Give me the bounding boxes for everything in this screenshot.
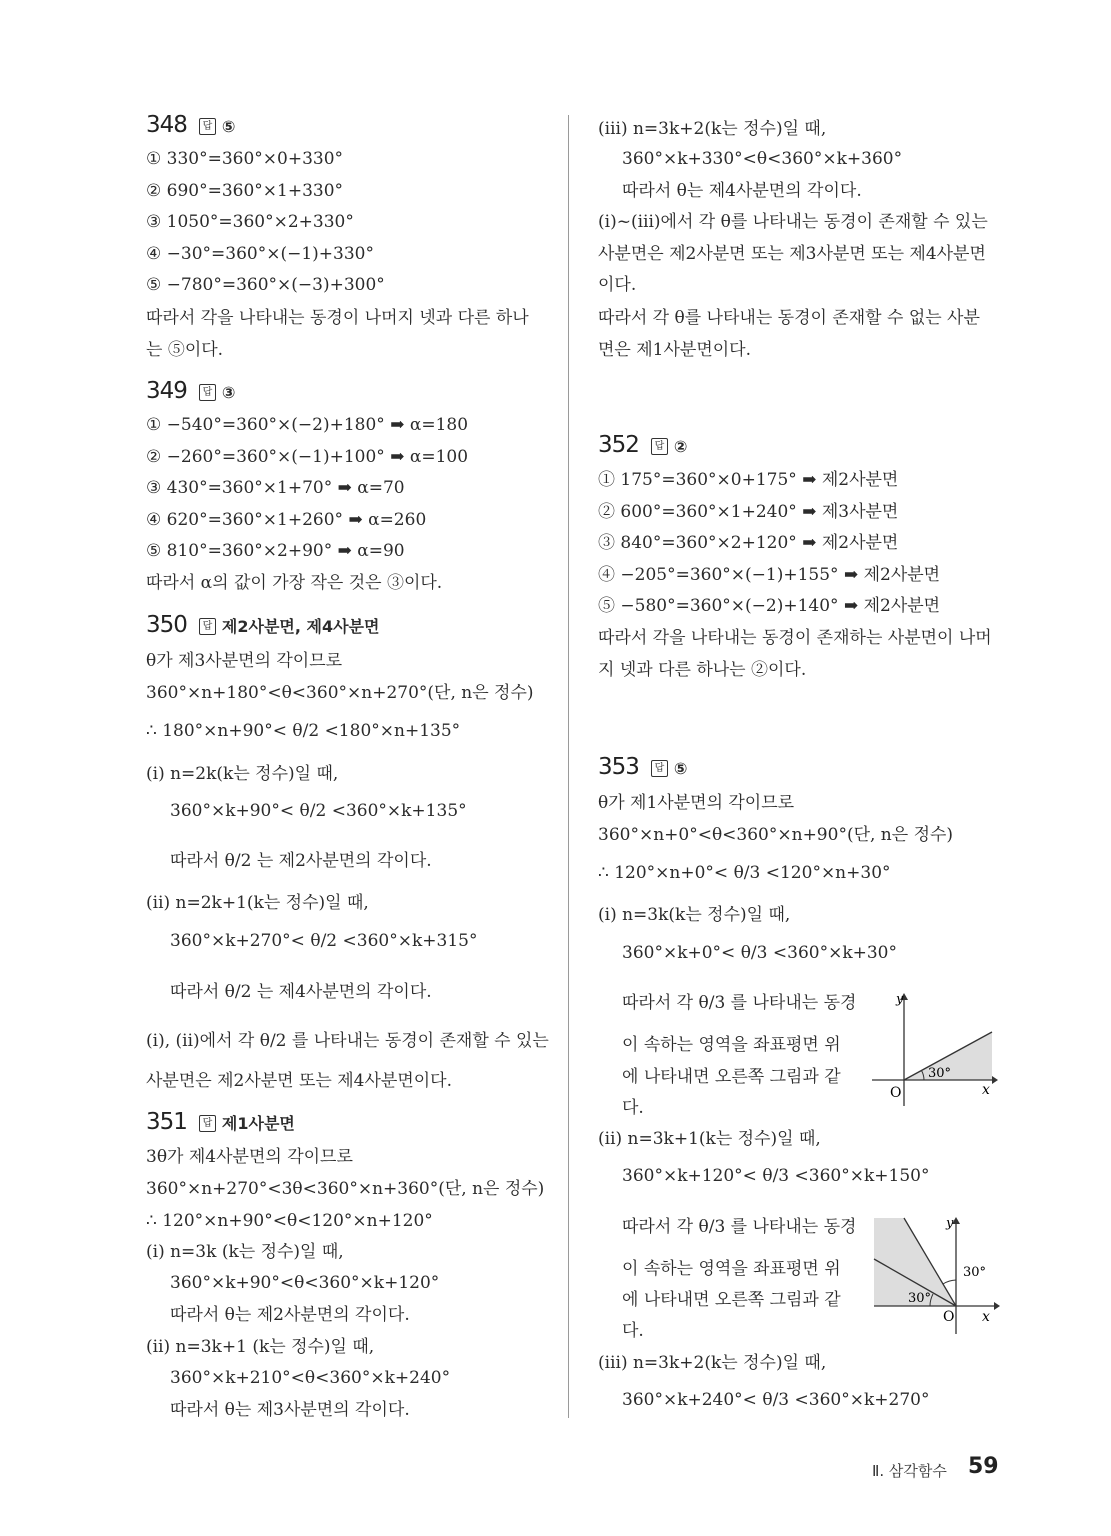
- footer-chapter: Ⅱ. 삼각함수: [872, 1462, 947, 1480]
- graph-region-2: [870, 1214, 1000, 1336]
- y-axis-label: y: [896, 992, 904, 1007]
- origin-label: O: [890, 1085, 902, 1101]
- text-line: ① −540°=360°×(−2)+180° ➡ α=180: [146, 415, 469, 435]
- text-line: (ⅰ) n=3k (k는 정수)일 때,: [146, 1242, 344, 1262]
- text-line: 360°×k+0°< θ/3 <360°×k+30°: [622, 943, 897, 963]
- graph-region-1: [868, 990, 998, 1110]
- answer-text: 제2사분면, 제4사분면: [221, 617, 380, 636]
- problem-number: 349: [146, 378, 187, 404]
- text-line: (ⅰ), (ⅱ)에서 각 θ/2 를 나타내는 동경이 존재할 수 있는: [146, 1031, 549, 1051]
- text-line: 따라서 각 θ를 나타내는 동경이 존재할 수 없는 사분: [598, 308, 980, 328]
- answer-text: ⑤: [673, 759, 688, 778]
- text-line: 360°×n+180°<θ<360°×n+270°(단, n은 정수): [146, 683, 534, 703]
- x-axis-arrow: [992, 1076, 998, 1084]
- problem-header: [598, 434, 687, 458]
- answer-text: ⑤: [221, 117, 236, 136]
- text-line: 에 나타내면 오른쪽 그림과 같: [622, 1067, 841, 1087]
- text-line: (ⅱ) n=2k+1(k는 정수)일 때,: [146, 893, 369, 913]
- text-line: ③ 430°=360°×1+70° ➡ α=70: [146, 478, 405, 498]
- text-line: 에 나타내면 오른쪽 그림과 같: [622, 1290, 841, 1310]
- answer-badge-icon: 답: [199, 1115, 216, 1132]
- footer-page-number: 59: [968, 1454, 999, 1479]
- text-line: 다.: [622, 1321, 644, 1341]
- text-line: 따라서 θ는 제4사분면의 각이다.: [622, 181, 862, 201]
- text-line: ③ 840°=360°×2+120° ➡ 제2사분면: [598, 533, 899, 553]
- text-line: θ가 제1사분면의 각이므로: [598, 793, 795, 813]
- angle-arc-top: [943, 1280, 956, 1284]
- answer-badge-icon: 답: [199, 618, 216, 635]
- x-axis-label: x: [982, 1082, 990, 1098]
- text-line: θ가 제3사분면의 각이므로: [146, 651, 343, 671]
- text-line: 는 ⑤이다.: [146, 340, 224, 360]
- text-line: ① 175°=360°×0+175° ➡ 제2사분면: [598, 470, 899, 490]
- text-line: ③ 1050°=360°×2+330°: [146, 212, 354, 232]
- problem-number: 351: [146, 1109, 187, 1135]
- text-line: 360°×k+240°< θ/3 <360°×k+270°: [622, 1390, 930, 1410]
- text-line: ② −260°=360°×(−1)+100° ➡ α=100: [146, 447, 469, 467]
- origin-label: O: [943, 1309, 955, 1325]
- problem-number: 353: [598, 754, 639, 780]
- problem-header: [146, 614, 379, 638]
- angle-label-left: 30°: [908, 1291, 932, 1306]
- answer-badge-icon: 답: [651, 438, 668, 455]
- text-line: 지 넷과 다른 하나는 ②이다.: [598, 660, 807, 680]
- text-line: ① 330°=360°×0+330°: [146, 149, 344, 169]
- text-line: 따라서 θ/2 는 제4사분면의 각이다.: [170, 982, 432, 1002]
- problem-header: [598, 756, 687, 780]
- problem-header: [146, 114, 235, 138]
- text-line: ∴ 180°×n+90°< θ/2 <180°×n+135°: [146, 721, 461, 741]
- text-line: 따라서 각 θ/3 를 나타내는 동경: [622, 993, 857, 1013]
- x-axis-arrow: [994, 1302, 1000, 1310]
- text-line: 면은 제1사분면이다.: [598, 340, 751, 360]
- text-line: 따라서 각을 나타내는 동경이 존재하는 사분면이 나머: [598, 628, 992, 648]
- text-line: (ⅰ) n=3k(k는 정수)일 때,: [598, 905, 791, 925]
- text-line: (ⅰ)~(ⅲ)에서 각 θ를 나타내는 동경이 존재할 수 있는: [598, 212, 988, 232]
- text-line: ⑤ −580°=360°×(−2)+140° ➡ 제2사분면: [598, 596, 941, 616]
- text-line: 따라서 θ는 제3사분면의 각이다.: [170, 1400, 410, 1420]
- text-line: 이 속하는 영역을 좌표평면 위: [622, 1035, 841, 1055]
- text-line: (ⅰ) n=2k(k는 정수)일 때,: [146, 764, 339, 784]
- text-line: 사분면은 제2사분면 또는 제3사분면 또는 제4사분면: [598, 244, 986, 264]
- angle-label-top: 30°: [963, 1265, 987, 1280]
- text-line: 360°×n+0°<θ<360°×n+90°(단, n은 정수): [598, 825, 954, 845]
- text-line: 이다.: [598, 275, 637, 295]
- answer-badge-icon: 답: [199, 118, 216, 135]
- text-line: 따라서 각을 나타내는 동경이 나머지 넷과 다른 하나: [146, 308, 529, 328]
- answer-badge-icon: 답: [651, 760, 668, 777]
- text-line: ∴ 120°×n+0°< θ/3 <120°×n+30°: [598, 863, 891, 883]
- text-line: ⑤ −780°=360°×(−3)+300°: [146, 275, 385, 295]
- text-line: 따라서 α의 값이 가장 작은 것은 ③이다.: [146, 573, 443, 593]
- text-line: (ⅲ) n=3k+2(k는 정수)일 때,: [598, 1353, 827, 1373]
- y-axis-label: y: [946, 1216, 954, 1231]
- text-line: 360°×k+210°<θ<360°×k+240°: [170, 1368, 451, 1388]
- text-line: 다.: [622, 1098, 644, 1118]
- text-line: 이 속하는 영역을 좌표평면 위: [622, 1259, 841, 1279]
- text-line: (ⅱ) n=3k+1 (k는 정수)일 때,: [146, 1337, 375, 1357]
- text-line: 360°×k+90°<θ<360°×k+120°: [170, 1273, 440, 1293]
- text-line: 360°×k+120°< θ/3 <360°×k+150°: [622, 1166, 930, 1186]
- text-line: ∴ 120°×n+90°<θ<120°×n+120°: [146, 1211, 433, 1231]
- text-line: 360°×k+90°< θ/2 <360°×k+135°: [170, 801, 467, 821]
- text-line: (ⅲ) n=3k+2(k는 정수)일 때,: [598, 119, 827, 139]
- text-line: (ⅱ) n=3k+1(k는 정수)일 때,: [598, 1129, 821, 1149]
- problem-number: 352: [598, 432, 639, 458]
- text-line: 따라서 각 θ/3 를 나타내는 동경: [622, 1217, 857, 1237]
- text-line: ② 690°=360°×1+330°: [146, 181, 344, 201]
- text-line: 사분면은 제2사분면 또는 제4사분면이다.: [146, 1071, 452, 1091]
- text-line: 따라서 θ는 제2사분면의 각이다.: [170, 1305, 410, 1325]
- problem-number: 350: [146, 612, 187, 638]
- problem-header: [146, 380, 235, 404]
- answer-text: ③: [221, 383, 236, 402]
- text-line: 360°×n+270°<3θ<360°×n+360°(단, n은 정수): [146, 1179, 545, 1199]
- answer-text: 제1사분면: [221, 1114, 295, 1133]
- x-axis-label: x: [982, 1309, 990, 1325]
- text-line: ⑤ 810°=360°×2+90° ➡ α=90: [146, 541, 405, 561]
- text-line: ④ 620°=360°×1+260° ➡ α=260: [146, 510, 427, 530]
- answer-text: ②: [673, 437, 688, 456]
- column-divider: [568, 115, 569, 1418]
- problem-header: [146, 1111, 295, 1135]
- text-line: ② 600°=360°×1+240° ➡ 제3사분면: [598, 502, 899, 522]
- answer-badge-icon: 답: [199, 384, 216, 401]
- problem-number: 348: [146, 112, 187, 138]
- text-line: 3θ가 제4사분면의 각이므로: [146, 1147, 353, 1167]
- text-line: 따라서 θ/2 는 제2사분면의 각이다.: [170, 851, 432, 871]
- text-line: 360°×k+330°<θ<360°×k+360°: [622, 149, 903, 169]
- text-line: ④ −205°=360°×(−1)+155° ➡ 제2사분면: [598, 565, 941, 585]
- text-line: ④ −30°=360°×(−1)+330°: [146, 244, 374, 264]
- angle-label: 30°: [928, 1066, 952, 1081]
- text-line: 360°×k+270°< θ/2 <360°×k+315°: [170, 931, 478, 951]
